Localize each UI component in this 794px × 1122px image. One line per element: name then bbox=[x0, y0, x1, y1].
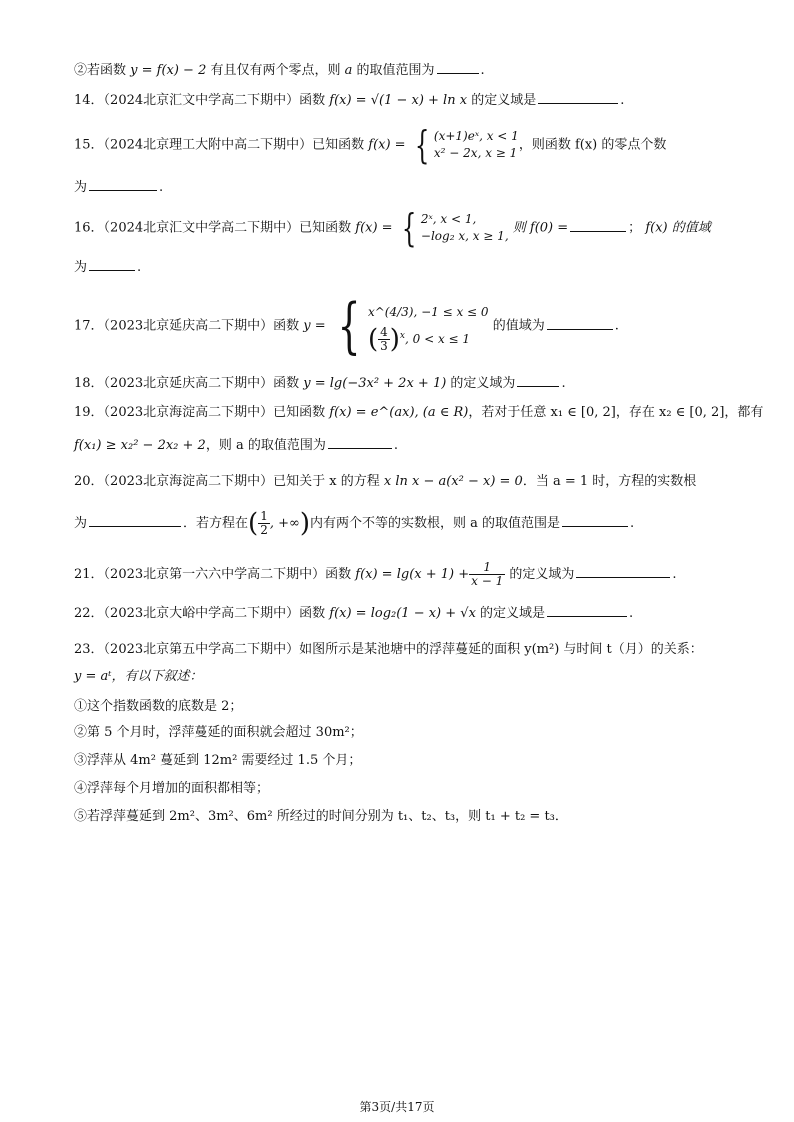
question-19-line2: f(x₁) ≥ x₂² − 2x₂ + 2，则 a 的取值范围为 . bbox=[74, 438, 398, 453]
page-footer: 第3页/共17页 bbox=[359, 1100, 435, 1114]
q13-part2: ②若函数 y = f(x) − 2 有且仅有两个零点，则 a 的取值范围为 . bbox=[74, 63, 485, 78]
question-20-line2: 为 ．若方程在( $\frac{1}{2}$ , +∞)内有两个不等的实数根，则 a 的取值范围是 . bbox=[74, 508, 635, 539]
question-22: 22．（2023北京大峪中学高二下期中）函数 f(x) = log₂(1 − x) + √x 的定义域是 . bbox=[74, 606, 634, 621]
answer-blank[interactable] bbox=[547, 604, 627, 617]
question-16: 16．（2024北京汇文中学高二下期中）已知函数 f(x) = { 2ˣ, x < 1, −log₂ x, x ≥ 1, 则 f(0) = ； f(x) 的值域 bbox=[74, 206, 711, 250]
left-brace: { bbox=[337, 291, 361, 361]
question-16-line2: 为 . bbox=[74, 260, 142, 275]
question-18: 18．（2023北京延庆高二下期中）函数 y = lg(−3x² + 2x + 1) 的定义域为 . bbox=[74, 376, 566, 391]
question-20: 20．（2023北京海淀高二下期中）已知关于 x 的方程 x ln x − a(x² − x) = 0．当 a = 1 时，方程的实数根 bbox=[74, 474, 697, 489]
left-brace: { bbox=[414, 123, 430, 167]
answer-blank[interactable] bbox=[89, 178, 157, 191]
statement-4: ④浮萍每个月增加的面积都相等； bbox=[74, 781, 270, 796]
answer-blank[interactable] bbox=[89, 258, 135, 271]
question-15-line2: 为 . bbox=[74, 180, 164, 195]
fraction: $\frac{1}{x - 1}$ bbox=[471, 560, 504, 588]
question-17: 17．（2023北京延庆高二下期中）函数 y = { x^(4/3), −1 ≤ x ≤ 0 ( $\frac{4}{3}$ )$^x$, 0 < x ≤ 1 的值域为 . bbox=[74, 291, 619, 361]
left-brace: { bbox=[401, 206, 417, 250]
question-21: 21．（2023北京第一六六中学高二下期中）函数 f(x) = lg(x + 1) + $\frac{1}{x - 1}$ 的定义域为 . bbox=[74, 560, 677, 588]
question-19: 19．（2023北京海淀高二下期中）已知函数 f(x) = e^(ax), (a ∈ R)，若对于任意 x₁ ∈ [0, 2]，存在 x₂ ∈ [0, 2]，都有 bbox=[74, 405, 764, 420]
answer-blank[interactable] bbox=[517, 374, 559, 387]
answer-blank[interactable] bbox=[437, 61, 479, 74]
statement-1: ①这个指数函数的底数是 2； bbox=[74, 699, 243, 714]
q13-expr: y = f(x) − 2 bbox=[130, 63, 207, 78]
answer-blank[interactable] bbox=[328, 436, 392, 449]
answer-blank[interactable] bbox=[89, 514, 181, 527]
piecewise-cases: x^(4/3), −1 ≤ x ≤ 0 ( $\frac{4}{3}$ )$^x$, 0 < x ≤ 1 bbox=[367, 304, 489, 354]
piecewise-cases: (x+1)eˣ, x < 1 x² − 2x, x ≥ 1 bbox=[433, 129, 519, 160]
question-15: 15．（2024北京理工大附中高二下期中）已知函数 f(x) = { (x+1)eˣ, x < 1 x² − 2x, x ≥ 1，则函数 f(x) 的零点个数 bbox=[74, 123, 667, 167]
question-23: 23．（2023北京第五中学高二下期中）如图所示是某池塘中的浮萍蔓延的面积 y(m²) 与时间 t（月）的关系： bbox=[74, 642, 703, 657]
fraction: $\frac{1}{2}$ bbox=[260, 509, 268, 537]
answer-blank[interactable] bbox=[562, 514, 628, 527]
statement-5: ⑤若浮萍蔓延到 2m²、3m²、6m² 所经过的时间分别为 t₁、t₂、t₃，则 t₁ + t₂ = t₃． bbox=[74, 809, 568, 824]
answer-blank[interactable] bbox=[547, 317, 613, 330]
answer-blank[interactable] bbox=[576, 565, 670, 578]
piecewise-cases: 2ˣ, x < 1, −log₂ x, x ≥ 1, bbox=[420, 212, 509, 243]
question-23-line2: y = aᵗ，有以下叙述： bbox=[74, 669, 203, 684]
statement-3: ③浮萍从 4m² 蔓延到 12m² 需要经过 1.5 个月； bbox=[74, 753, 362, 768]
fraction: $\frac{4}{3}$ bbox=[380, 324, 388, 353]
question-14: 14．（2024北京汇文中学高二下期中）函数 f(x) = √(1 − x) + ln x 的定义域是 . bbox=[74, 93, 625, 108]
answer-blank[interactable] bbox=[538, 91, 618, 104]
statement-2: ②第 5 个月时，浮萍蔓延的面积就会超过 30m²； bbox=[74, 725, 363, 740]
answer-blank[interactable] bbox=[570, 219, 626, 232]
